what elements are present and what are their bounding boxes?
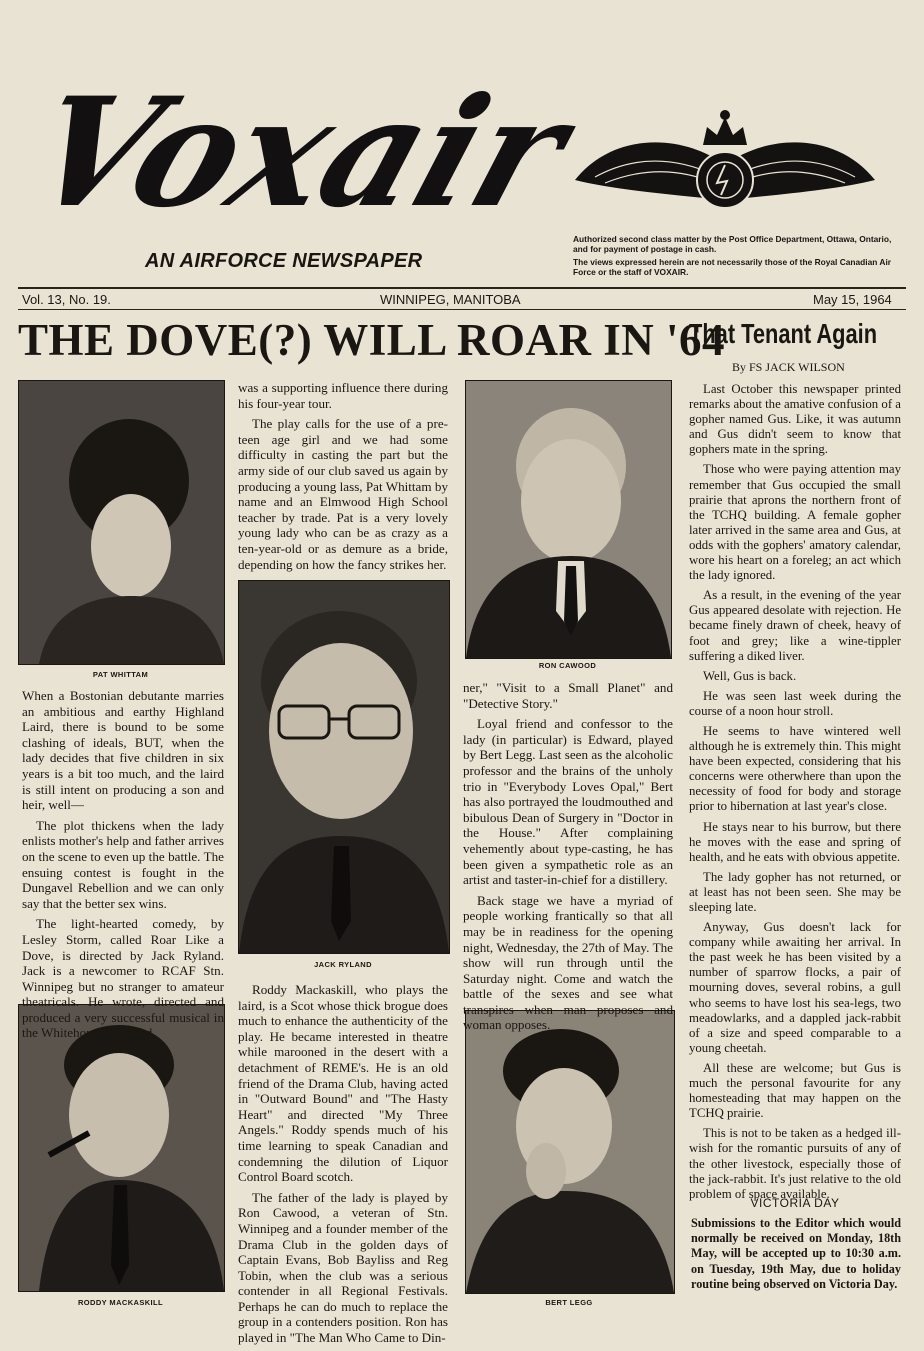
main-col1-para: When a Bostonian debutante marries an ambitious and earthy Highland Laird, there is bound to be some clashing of ideals, BUT, when the lady decides that five children in six years is a bit too much, and the laird is still intent on producing a son and heir, well— <box>22 688 224 813</box>
photo-roddy-mackaskill <box>18 1004 225 1292</box>
masthead-tagline: AN AIRFORCE NEWSPAPER <box>145 250 423 272</box>
portrait-roddy-mackaskill <box>19 1005 224 1291</box>
postal-notice <box>573 234 893 280</box>
main-headline: THE DOVE(?) WILL ROAR IN '64 <box>18 315 726 365</box>
side-byline: By FS JACK WILSON <box>732 360 845 374</box>
main-col3-para: ner," "Visit to a Small Planet" and "Detective Story." <box>463 680 673 711</box>
main-story-col3 <box>463 680 673 1038</box>
victoria-day-text: Submissions to the Editor which would normally be received on Monday, 18th May, will be accepted up to 10:30 a.m. on Tuesday, 19th May, due to holiday routine being observed on Victoria Day. <box>691 1216 901 1291</box>
caption-pat: PAT WHITTAM <box>92 670 149 679</box>
main-story-col2-top <box>238 380 448 577</box>
caption-jack: JACK RYLAND <box>314 960 372 969</box>
portrait-jack-ryland <box>239 581 449 953</box>
voxair-logo <box>9 55 593 255</box>
main-col2b-para: The father of the lady is played by Ron Cawood, a veteran of Stn. Winnipeg and a founder member of the Drama Club in the golden days of Captain Evans, Bob Bayliss and Reg Tobin, when the club was a serious contender in all Regional Festivals. Perhaps he can do much to replace the group in a contenders position. Ron has played in "The Man Who Came to Din- <box>238 1189 448 1346</box>
victoria-day-title: VICTORIA DAY <box>750 1196 840 1210</box>
photo-bert-legg <box>465 1010 675 1294</box>
side-para: Well, Gus is back. <box>703 668 797 683</box>
caption-ron: RON CAWOOD <box>538 661 597 670</box>
side-para: He stays near to his burrow, but there he moves with the ease and spring of health, and he eats with obvious appetite. <box>689 819 901 864</box>
side-para: He seems to have wintered well although he is extremely thin. This might have been expected, considering that his concerns were otherwhere than upon the necessity of food for body and storage prior to hibernation at last year's close. <box>689 723 901 814</box>
side-para: Those who were paying attention may remember that Gus occupied the small prairie that aprons the northern front of the TCHQ building. A female gopher later arrived in the same area and Gus, at odds with the gophers' amatory calendar, wore his heart on a foreleg; an act which the lady ignored. <box>689 462 901 583</box>
side-para: Last October this newspaper printed remarks about the amative confusion of a gopher named Gus. Like, it was autumn and Gus didn't seem to know that gophers mate in the spring. <box>689 382 901 457</box>
dateline-place: WINNIPEG, MANITOBA <box>380 292 521 307</box>
divider-bottom <box>18 309 906 310</box>
masthead-title: Voxair <box>9 64 593 242</box>
volume-number: Vol. 13, No. 19. <box>22 292 111 307</box>
main-col1-para: The plot thickens when the lady enlists mother's help and father arrives on the scene to even up the battle. The ensuing contest is fought in the Dungavel Rebellion and we can only say that the better sex wins. <box>22 817 224 911</box>
side-headline: That Tenant Again <box>689 318 878 349</box>
main-story-col1 <box>22 688 224 1046</box>
rcaf-wings-emblem <box>575 95 875 225</box>
main-col1-para: The light-hearted comedy, by Lesley Storm, called Roar Like a Dove, is directed by Jack Ryland. Jack is a newcomer to RCAF Stn. Winnipeg but no stranger to amateur theatricals. He wrote, directed and produced a very successful musical in the Whitehorse Club and <box>22 916 224 1041</box>
side-para: Anyway, Gus doesn't lack for company while awaiting her arrival. In the past week he has been visited by a number of sparrow flocks, a pair of mourning doves, several robins, a gull who seems to have lost his sea-legs, two meadowlarks, and a dappled jack-rabbit of a size and speed comparable to a young cheetah. <box>689 920 901 1055</box>
side-para: The lady gopher has not returned, or at least has not been seen. She may be sleeping late. <box>689 869 901 914</box>
portrait-ron-cawood <box>466 381 671 658</box>
main-col3-para: Loyal friend and confessor to the lady (in particular) is Edward, played by Bert Legg. Last seen as the alcoholic professor and the brains of the unholy trio in "Everybody Loves Opal," Bert has also portrayed the loudmouthed and bibulous Dean of Surgery in "Doctor in the House." After complaining vehemently about type-casting, he has been given a sympathetic role as an artist and taster-in-chief for a distillery. <box>463 716 673 888</box>
main-col2-para: The play calls for the use of a pre-teen age girl and we had some difficulty in casting the part but the army side of our club saved us again by producing a young lass, Pat Whittam by name and an Elmwood High School teacher by trade. Pat is a very lovely young lady who can be as crazy as a ten-year-old or as demure as a bride, depending on how the fancy strikes her. <box>238 416 448 572</box>
side-para: This is not to be taken as a hedged ill-wish for the romantic pursuits of any of the other livestock, especially those of the jack-rabbit. It's just relative to the old problem of space available. <box>689 1126 901 1201</box>
side-para: He was seen last week during the course of a noon hour stroll. <box>689 688 901 718</box>
main-story-col2-bottom <box>238 982 448 1351</box>
side-story-body <box>689 382 901 1207</box>
side-para: As a result, in the evening of the year Gus appeared desolate with rejection. He became finely drawn of cheek, heavy of foot and grey; like a wine-tippler suffering a diked liver. <box>689 588 901 663</box>
caption-bert: BERT LEGG <box>545 1298 593 1307</box>
main-col2b-para: Roddy Mackaskill, who plays the laird, is a Scot whose thick brogue does much to enhance the authenticity of the play. He became interested in theatre while marooned in the desert with a detachment of REME's. He is an old friend of the Drama Club, having acted in "Outward Bound" and "The Hasty Heart" and directed "My Three Angels." Roddy spends much of his time learning to speak Canadian and condemning the dilution of Liquor Control Board scotch. <box>238 982 448 1185</box>
side-para: All these are welcome; but Gus is much the personal favourite for any homesteading that may happen on the TCHQ prairie. <box>689 1060 901 1121</box>
main-col3-para: Back stage we have a myriad of people working frantically so that all may be in readiness for the opening night, Wednesday, the 27th of May. The show will run through until the Saturday night. Come and watch the battle of the sexes and see what transpires when man proposes and woman opposes. <box>463 892 673 1033</box>
issue-date: May 15, 1964 <box>813 292 892 307</box>
main-col2-para: was a supporting influence there during his four-year tour. <box>238 380 448 411</box>
divider-top <box>18 287 906 289</box>
postal-notice-2: The views expressed herein are not necessarily those of the Royal Canadian Air Force or the staff of VOXAIR. <box>573 257 892 277</box>
photo-ron-cawood <box>465 380 672 659</box>
postal-notice-1: Authorized second class matter by the Post Office Department, Ottawa, Ontario, and for payment of postage in cash. <box>573 234 892 254</box>
photo-pat-whittam <box>18 380 225 665</box>
photo-jack-ryland <box>238 580 450 954</box>
caption-roddy: RODDY MACKASKILL <box>77 1298 163 1307</box>
portrait-bert-legg <box>466 1011 674 1293</box>
portrait-pat-whittam <box>19 381 224 664</box>
